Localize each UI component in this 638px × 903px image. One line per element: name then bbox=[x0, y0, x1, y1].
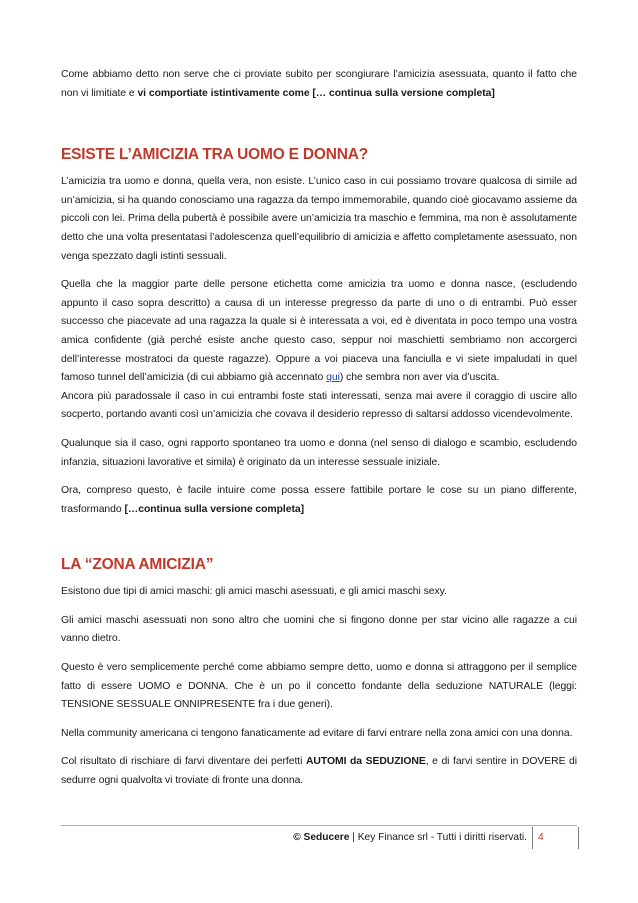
section2-paragraph-4: Nella community americana ci tengono fanaticamente ad evitare di farvi entrare nella zona amici con una donna. bbox=[61, 727, 573, 739]
section1-p5-bold: […continua sulla versione completa] bbox=[124, 503, 305, 515]
section2-paragraph-2: Gli amici maschi asessuati non sono altro che uomini che si fingono donne per star vicino alle ragazze a cui vanno dietro. bbox=[61, 614, 577, 645]
section1-p2-text-end: ) che sembra non aver via d’uscita. bbox=[339, 372, 500, 384]
section1-paragraph-1: L’amicizia tra uomo e donna, quella vera, non esiste. L’unico caso in cui possiamo trovare qualcosa di simile ad un’amicizia, si ha quando conosciamo una ragazza da tempo immemorabile, quando cioè giocavamo assieme da piccoli con lei. Prima della pubertà è possibile avere un’amicizia tra maschio e femmina, ma non è assolutamente detto che una volta presentatasi l’adolescenza quell’equilibrio di amicizia e affetto completamente asessuato, non venga spezzato dagli istinti sessuali. bbox=[61, 176, 577, 262]
section2-paragraph-3: Questo è vero semplicemente perché come abbiamo sempre detto, uomo e donna si attraggono per il semplice fatto di essere UOMO e DONNA. Che è un po il concetto fondante della seduzione NATURALE (leggi: TENSIONE SESSUALE ONNIPRESENTE fra i due generi). bbox=[61, 662, 577, 711]
section1-paragraph-2 bbox=[61, 276, 577, 388]
section2-paragraph-5 bbox=[61, 753, 577, 790]
footer-copyright bbox=[293, 832, 527, 843]
section2-p5-text-end: , e di farvi sentire in DOVERE di sedurre ogni qualvolta vi troviate di fronte una donna. bbox=[61, 756, 577, 787]
footer-brand: © Seducere bbox=[293, 832, 350, 843]
intro-bold-text: vi comportiate istintivamente come [… continua sulla versione completa] bbox=[137, 87, 495, 99]
footer-divider bbox=[532, 827, 533, 849]
page-number: 4 bbox=[538, 832, 544, 843]
intro-paragraph bbox=[61, 66, 577, 103]
footer-end-divider bbox=[578, 827, 579, 849]
section1-paragraph-4: Qualunque sia il caso, ogni rapporto spontaneo tra uomo e donna (nel senso di dialogo e scambio, escludendo infanzia, situazioni lavorative et simila) è originato da un interesse sessuale iniziale. bbox=[61, 437, 577, 468]
section-heading-amicizia: ESISTE L’AMICIZIA TRA UOMO E DONNA? bbox=[61, 146, 369, 164]
section1-paragraph-3: Ancora più paradossale il caso in cui entrambi foste stati interessati, senza mai avere il coraggio di uscire allo socperto, portando avanti così un’amicizia che covava il desiderio represso di saltarsi addosso vicendevolmente. bbox=[61, 390, 577, 421]
section2-paragraph-1: Esistono due tipi di amici maschi: gli amici maschi asessuati, e gli amici maschi sexy. bbox=[61, 586, 447, 598]
intro-text: Come abbiamo detto non serve che ci proviate subito per scongiurare l’amicizia asessuata, quanto il fatto che non vi limitiate e bbox=[61, 69, 577, 99]
section2-p5-text: Col risultato di rischiare di farvi diventare dei perfetti bbox=[61, 756, 306, 768]
section1-p5-text: Ora, compreso questo, è facile intuire come possa essere fattibile portare le cose su un piano differente, trasformando bbox=[61, 485, 577, 515]
section1-paragraph-5 bbox=[61, 482, 577, 519]
page-footer bbox=[61, 825, 577, 850]
qui-link[interactable]: qui bbox=[326, 372, 340, 384]
document-page bbox=[61, 66, 577, 801]
section-heading-zona-amicizia: LA “ZONA AMICIZIA” bbox=[61, 556, 214, 574]
section1-p2-text: Quella che la maggior parte delle persone etichetta come amicizia tra uomo e donna nasce, (escludendo appunto il caso sopra descritto) a causa di un interesse pregresso da parte di uno o di entrambi. Può esser successo che piacevate ad una ragazza la quale si è interessata a voi, ed è diventata in poco tempo una vostra amica confidente (già perché esiste anche questo caso, seppur noi maschietti sembriamo non accorgerci dell’interesse mostratoci da queste ragazze). Oppure a voi piaceva una fanciulla e vi siete impaludati in quel famoso tunnel dell’amicizia (di cui abbiamo già accennato bbox=[61, 279, 577, 384]
footer-rights: | Key Finance srl - Tutti i diritti riservati. bbox=[349, 832, 527, 843]
section2-p5-bold: AUTOMI da SEDUZIONE bbox=[305, 756, 426, 768]
